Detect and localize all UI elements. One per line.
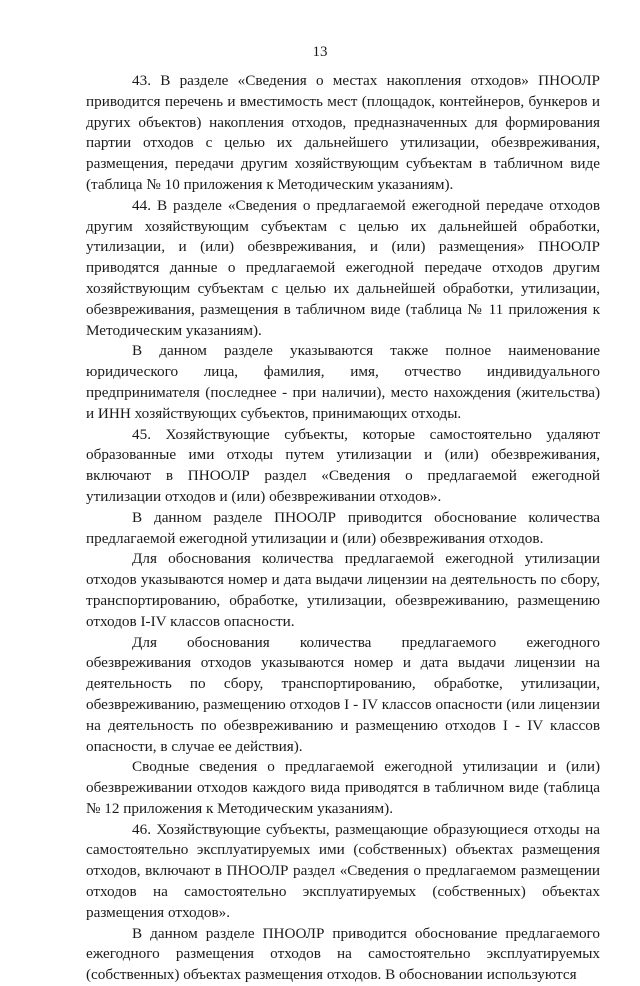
paragraph-43: 43. В разделе «Сведения о местах накопления отходов» ПНООЛР приводится перечень и вместимость мест (площадок, контейнеров, бункеров и других объектов) накопления отходов, предназначенных для формирования партии отходов с целью их дальнейшего утилизации, обезвреживания, размещения, передачи другим хозяйствующим субъектам в табличном виде (таблица № 10 приложения к Методическим указаниям). [86, 72, 600, 193]
paragraph-45-utilization-license: Для обоснования количества предлагаемой ежегодной утилизации отходов указываются номер и дата выдачи лицензии на деятельность по сбору, транспортированию, обработке, утилизации, обезвреживанию, размещению отходов I-IV классов опасности. [86, 550, 600, 630]
paragraph-45-summary: Сводные сведения о предлагаемой ежегодной утилизации и (или) обезвреживании отходов каждого вида приводятся в табличном виде (таблица № 12 приложения к Методическим указаниям). [86, 758, 600, 817]
paragraph-44-details: В данном разделе указываются также полное наименование юридического лица, фамилия, имя, отчество индивидуального предпринимателя (последнее - при наличии), место нахождения (жительства) и ИНН хозяйствующих субъектов, принимающих отходы. [86, 342, 600, 422]
paragraph-44: 44. В разделе «Сведения о предлагаемой ежегодной передаче отходов другим хозяйствующим субъектам с целью их дальнейшей обработки, утилизации, и (или) обезвреживания, и (или) размещения» ПНООЛР приводятся данные о предлагаемой ежегодной передаче отходов другим хозяйствующим субъектам с целью их дальнейшей обработки, утилизации, обезвреживания, размещения в табличном виде (таблица № 11 приложения к Методическим указаниям). [86, 196, 600, 339]
paragraph-46: 46. Хозяйствующие субъекты, размещающие образующиеся отходы на самостоятельно эксплуатируемых ими (собственных) объектах размещения отходов, включают в ПНООЛР раздел «Сведения о предлагаемом размещении отходов на самостоятельно эксплуатируемых (собственных) объектах размещения отходов». [86, 820, 600, 921]
paragraph-45-justification: В данном разделе ПНООЛР приводится обоснование количества предлагаемой ежегодной утилизации и (или) обезвреживания отходов. [86, 508, 600, 547]
paragraph-46-justification: В данном разделе ПНООЛР приводится обоснование предлагаемого ежегодного размещения отходов на самостоятельно эксплуатируемых (собственных) объектах размещения отходов. В обосновании используются [86, 924, 600, 984]
paragraph-45: 45. Хозяйствующие субъекты, которые самостоятельно удаляют образованные ими отходы путем утилизации и (или) обезвреживания, включают в ПНООЛР раздел «Сведения о предлагаемой ежегодной утилизации отходов и (или) обезвреживании отходов». [86, 425, 600, 505]
paragraph-45-neutralization-license: Для обоснования количества предлагаемого ежегодного обезвреживания отходов указываются номер и дата выдачи лицензии на деятельность по сбору, транспортированию, обработке, утилизации, обезвреживанию, размещению отходов I - IV классов опасности (или лицензии на деятельность по обезвреживанию и размещению отходов I - IV классов опасности, в случае ее действия). [86, 633, 600, 755]
page-number: 13 [312, 44, 328, 60]
document-body [86, 71, 600, 986]
